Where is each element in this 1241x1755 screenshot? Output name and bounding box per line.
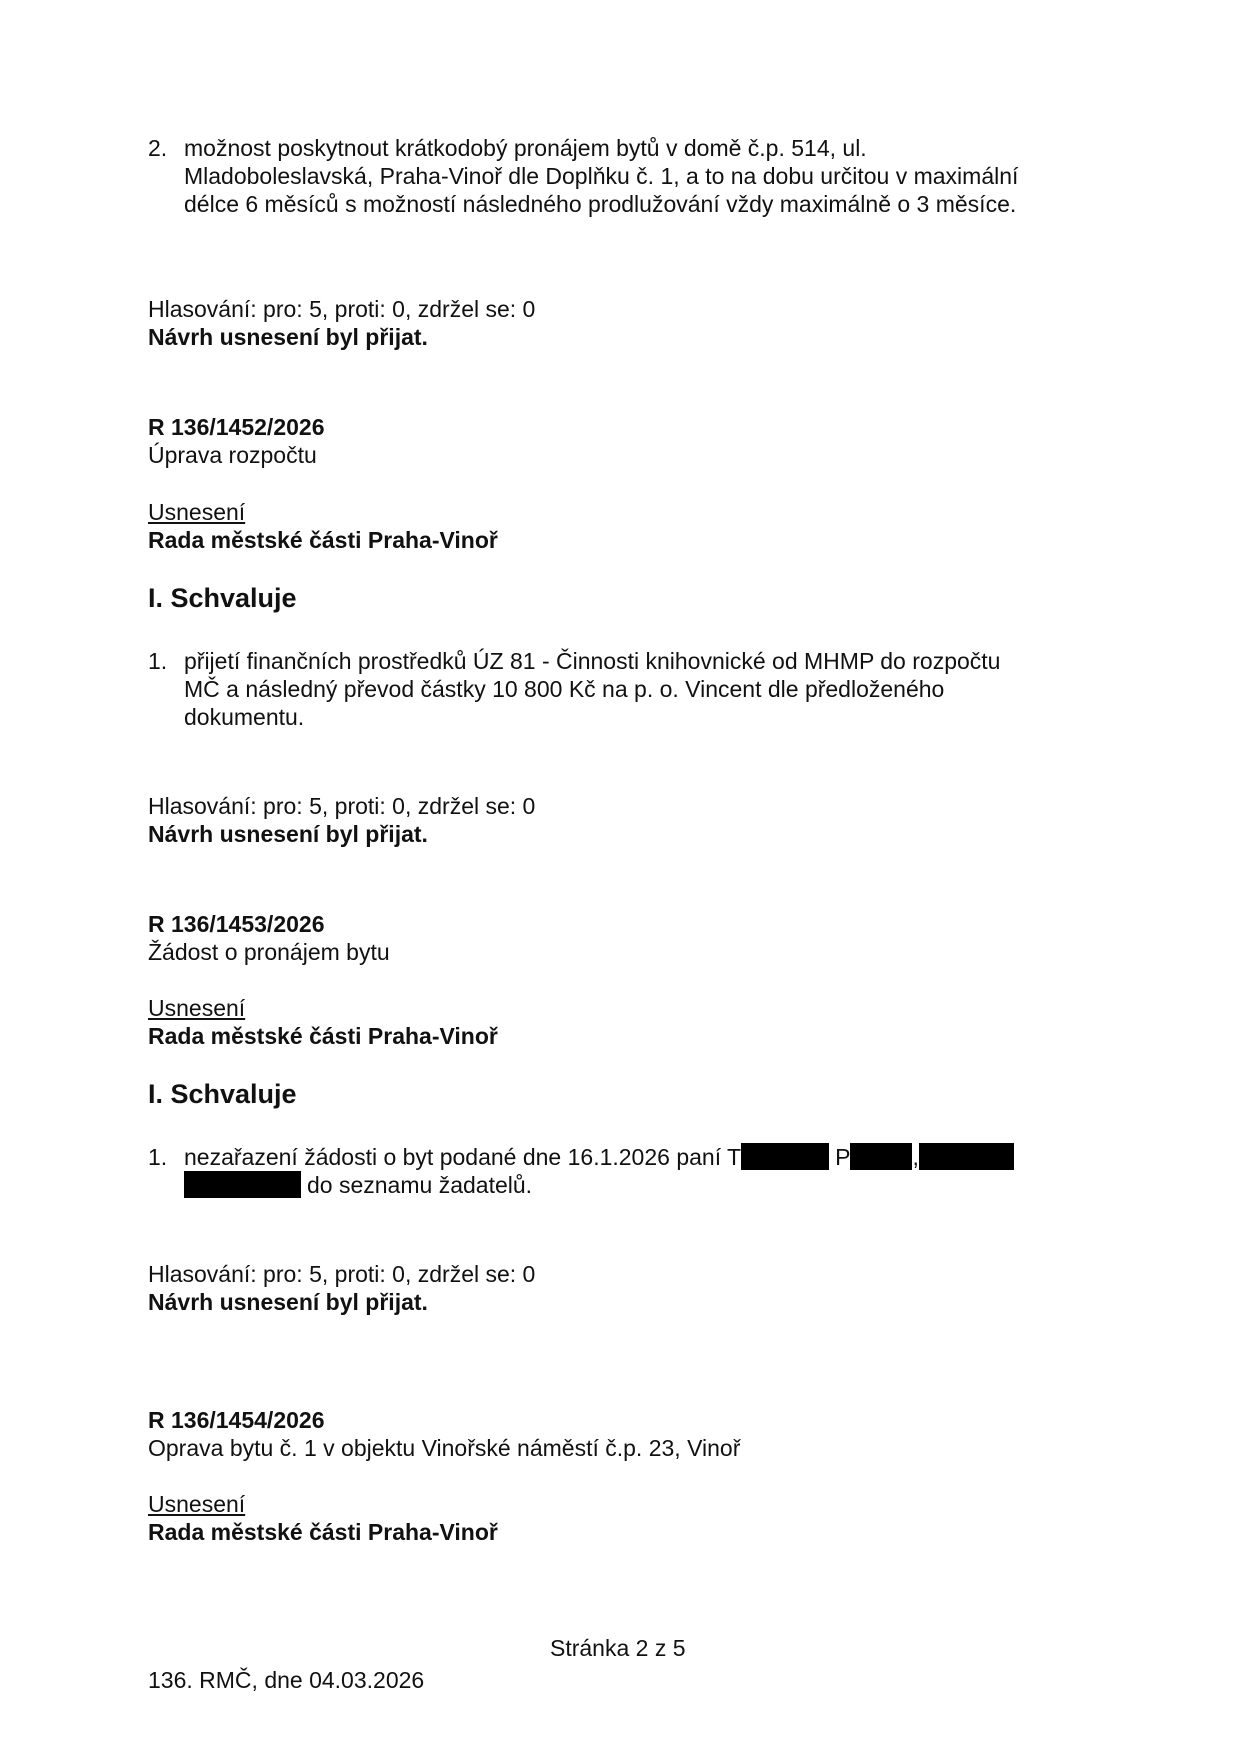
resolution-status: Návrh usnesení byl přijat.: [148, 821, 428, 847]
resolution-label: Usnesení: [148, 995, 246, 1021]
resolution-subject: Úprava rozpočtu: [148, 442, 317, 468]
vote-result: Hlasování: pro: 5, proti: 0, zdržel se: 0: [148, 296, 536, 322]
resolution-label: Usnesení: [148, 1491, 246, 1517]
item-text: ,: [912, 1144, 919, 1170]
resolution-subject: Oprava bytu č. 1 v objektu Vinořské náměstí č.p. 23, Vinoř: [148, 1435, 741, 1461]
redaction-block: [919, 1143, 1014, 1170]
item-text-line: délce 6 měsíců s možností následného prodlužování vždy maximálně o 3 měsíce.: [184, 191, 1017, 217]
item-text-line: Mladoboleslavská, Praha-Vinoř dle Doplňku č. 1, a to na dobu určitou v maximální: [184, 163, 1019, 189]
item-number: 2.: [148, 135, 168, 161]
item-number: 1.: [148, 1144, 168, 1170]
resolution-action: I. Schvaluje: [148, 1079, 297, 1109]
item-text-line: dokumentu.: [184, 704, 305, 730]
resolution-body: Rada městské části Praha-Vinoř: [148, 527, 498, 553]
resolution-body: Rada městské části Praha-Vinoř: [148, 1519, 498, 1545]
resolution-label: Usnesení: [148, 499, 246, 525]
resolution-id: R 136/1454/2026: [148, 1407, 325, 1433]
redaction-block: [741, 1143, 829, 1170]
item-text-line: [184, 1171, 532, 1199]
item-text-line: MČ a následný převod částky 10 800 Kč na p. o. Vincent dle předloženého: [184, 676, 945, 702]
item-text-line: [184, 1143, 1014, 1171]
item-text: P: [835, 1144, 851, 1170]
resolution-body: Rada městské části Praha-Vinoř: [148, 1023, 498, 1049]
resolution-id: R 136/1453/2026: [148, 911, 325, 937]
item-text-line: přijetí finančních prostředků ÚZ 81 - Činnosti knihovnické od MHMP do rozpočtu: [184, 648, 1001, 674]
vote-result: Hlasování: pro: 5, proti: 0, zdržel se: 0: [148, 793, 536, 819]
item-text-line: možnost poskytnout krátkodobý pronájem bytů v domě č.p. 514, ul.: [184, 135, 867, 161]
vote-result: Hlasování: pro: 5, proti: 0, zdržel se: 0: [148, 1261, 536, 1287]
resolution-action: I. Schvaluje: [148, 583, 297, 613]
redaction-block: [850, 1143, 912, 1170]
item-text: nezařazení žádosti o byt podané dne 16.1.2026 paní T: [184, 1144, 742, 1170]
resolution-subject: Žádost o pronájem bytu: [148, 939, 390, 965]
resolution-status: Návrh usnesení byl přijat.: [148, 1289, 428, 1315]
resolution-status: Návrh usnesení byl přijat.: [148, 324, 428, 350]
redaction-block: [184, 1171, 301, 1198]
page-number: Stránka 2 z 5: [550, 1635, 686, 1661]
item-text: do seznamu žadatelů.: [307, 1172, 533, 1198]
footer-meeting-date: 136. RMČ, dne 04.03.2026: [148, 1667, 425, 1693]
resolution-id: R 136/1452/2026: [148, 414, 325, 440]
item-number: 1.: [148, 648, 168, 674]
